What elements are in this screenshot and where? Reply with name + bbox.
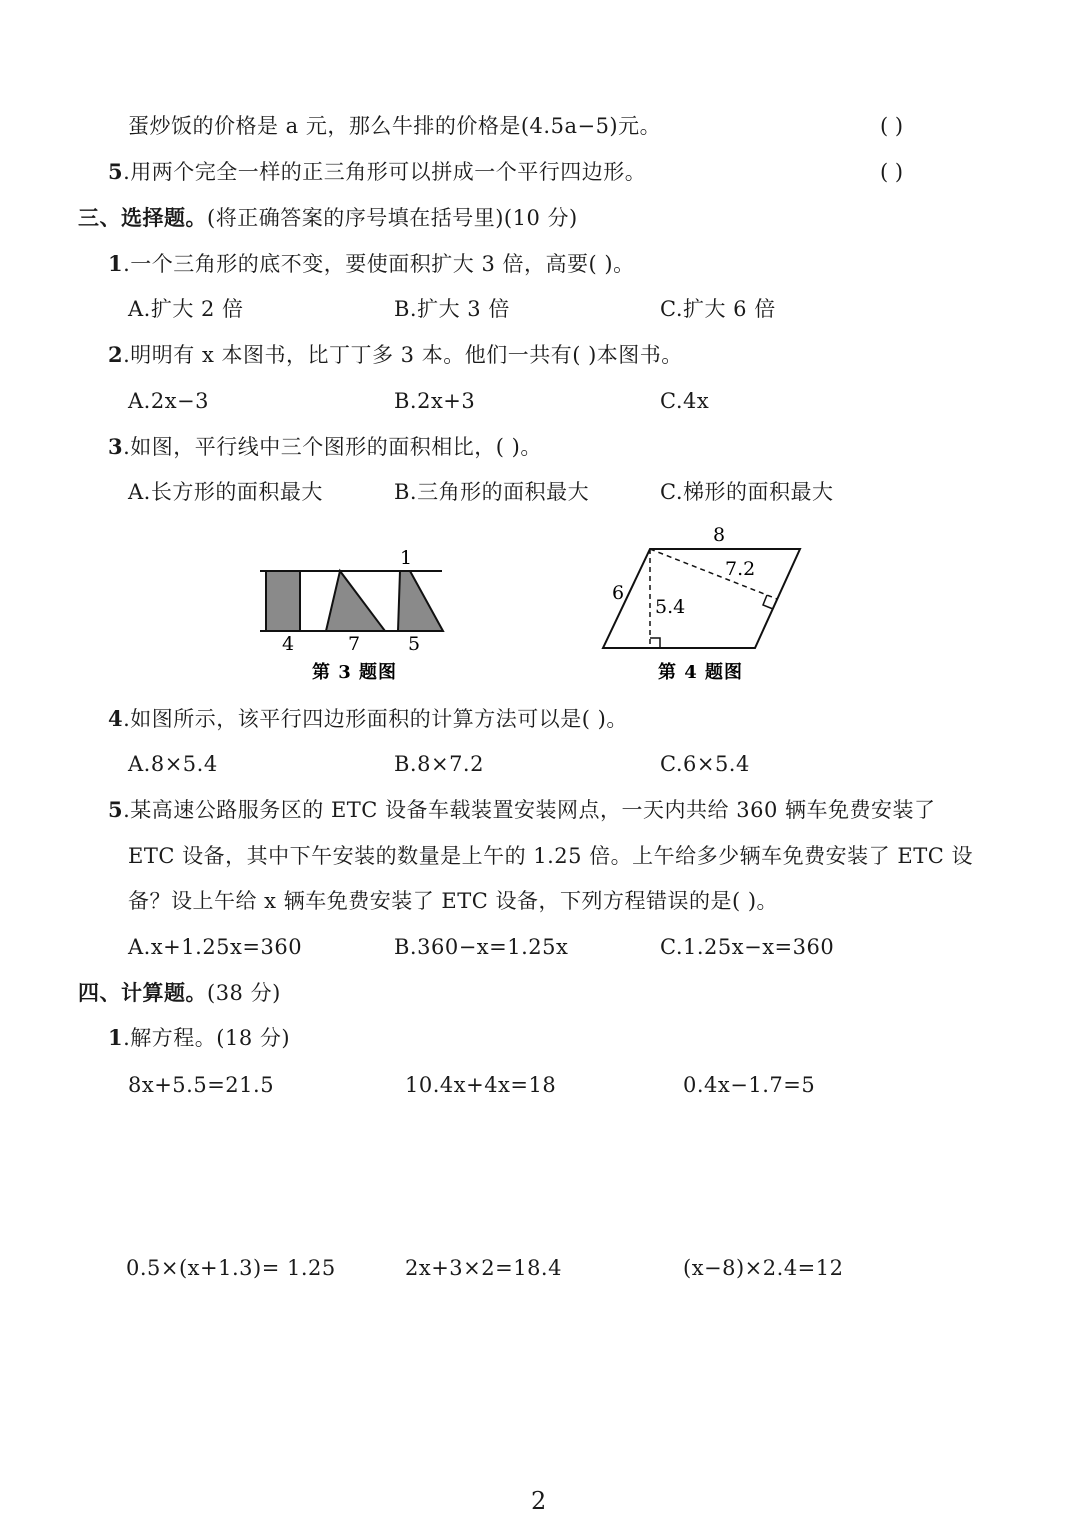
option-c[interactable]: C.扩大 6 倍: [660, 297, 776, 321]
section3-header: [78, 203, 578, 233]
question-text: .用两个完全一样的正三角形可以拼成一个平行四边形。: [123, 160, 647, 184]
mc-q1: [108, 249, 635, 279]
section4-header: [78, 978, 281, 1008]
question-number: 2: [108, 342, 124, 367]
answer-blank[interactable]: ( ): [880, 114, 904, 138]
section-note: (将正确答案的序号填在括号里)(10 分): [207, 206, 578, 230]
question-number: 1: [108, 251, 124, 276]
equation: (x−8)×2.4=12: [683, 1256, 844, 1280]
question-text: .某高速公路服务区的 ETC 设备车载装置安装网点，一天内共给 360 辆车免费安装了: [123, 798, 936, 822]
option-b[interactable]: B.360−x=1.25x: [394, 935, 569, 959]
mc-q5-line1: [108, 795, 936, 825]
option-a[interactable]: A.扩大 2 倍: [128, 297, 244, 321]
rectangle-shape: [266, 571, 300, 631]
height-label: 5.4: [655, 596, 686, 618]
question-number: 5: [108, 159, 124, 184]
mc-q5-line3: 备？设上午给 x 辆车免费安装了 ETC 设备，下列方程错误的是( )。: [128, 889, 779, 913]
figure-3: [250, 540, 460, 690]
question-number: 5: [108, 797, 124, 822]
question-text: .如图，平行线中三个图形的面积相比，( )。: [123, 435, 542, 459]
question-text: .一个三角形的底不变，要使面积扩大 3 倍，高要( )。: [123, 252, 635, 276]
question-text: .解方程。(18 分): [123, 1026, 291, 1050]
answer-blank[interactable]: ( ): [880, 160, 904, 184]
top-length-label: 1: [400, 547, 413, 569]
option-a[interactable]: A.8×5.4: [128, 752, 218, 776]
option-a[interactable]: A.2x−3: [128, 389, 210, 413]
mc-q3: [108, 432, 542, 462]
calc-q1: [108, 1023, 290, 1053]
trapezoid-shape: [398, 571, 443, 631]
option-b[interactable]: B.2x+3: [394, 389, 476, 413]
equation: 0.5×(x+1.3)= 1.25: [126, 1256, 336, 1280]
mc-q4: [108, 704, 628, 734]
figure-3-caption: 第 3 题图: [312, 662, 398, 683]
top-side-label: 8: [713, 524, 726, 546]
option-c[interactable]: C.1.25x−x=360: [660, 935, 835, 959]
rectangle-base-label: 4: [282, 633, 295, 655]
section-score: (38 分): [207, 981, 281, 1005]
judge-q4-continuation: 蛋炒饭的价格是 a 元，那么牛排的价格是(4.5a−5)元。: [128, 114, 662, 138]
figure-4-caption: 第 4 题图: [658, 662, 744, 683]
option-c[interactable]: C.4x: [660, 389, 710, 413]
question-number: 4: [108, 706, 124, 731]
question-number: 3: [108, 434, 124, 459]
section-title: 四、计算题。: [78, 980, 207, 1005]
mc-q2: [108, 340, 683, 370]
option-b[interactable]: B.扩大 3 倍: [394, 297, 510, 321]
mc-q5-line2: ETC 设备，其中下午安装的数量是上午的 1.25 倍。上午给多少辆车免费安装了 ETC 设: [128, 844, 973, 868]
diagonal-height-line: [650, 549, 777, 599]
question-number: 1: [108, 1025, 124, 1050]
triangle-shape: [326, 571, 385, 631]
page-number: 2: [531, 1487, 547, 1515]
trapezoid-base-label: 5: [408, 633, 421, 655]
question-text: .明明有 x 本图书，比丁丁多 3 本。他们一共有( )本图书。: [123, 343, 683, 367]
option-c[interactable]: C.6×5.4: [660, 752, 750, 776]
figure-4: [595, 518, 810, 690]
option-b[interactable]: B.8×7.2: [394, 752, 484, 776]
option-b[interactable]: B.三角形的面积最大: [394, 480, 590, 504]
left-side-label: 6: [612, 582, 625, 604]
equation: 8x+5.5=21.5: [128, 1073, 275, 1097]
equation: 0.4x−1.7=5: [683, 1073, 816, 1097]
option-a[interactable]: A.长方形的面积最大: [128, 480, 323, 504]
triangle-base-label: 7: [348, 633, 361, 655]
right-angle-mark: [650, 638, 660, 648]
section-title: 三、选择题。: [78, 205, 207, 230]
equation: 2x+3×2=18.4: [405, 1256, 562, 1280]
equation: 10.4x+4x=18: [405, 1073, 557, 1097]
option-c[interactable]: C.梯形的面积最大: [660, 480, 834, 504]
judge-q5: [108, 157, 646, 187]
option-a[interactable]: A.x+1.25x=360: [128, 935, 303, 959]
diagonal-label: 7.2: [725, 558, 756, 580]
parallelogram: [603, 549, 800, 648]
question-text: .如图所示，该平行四边形面积的计算方法可以是( )。: [123, 707, 628, 731]
